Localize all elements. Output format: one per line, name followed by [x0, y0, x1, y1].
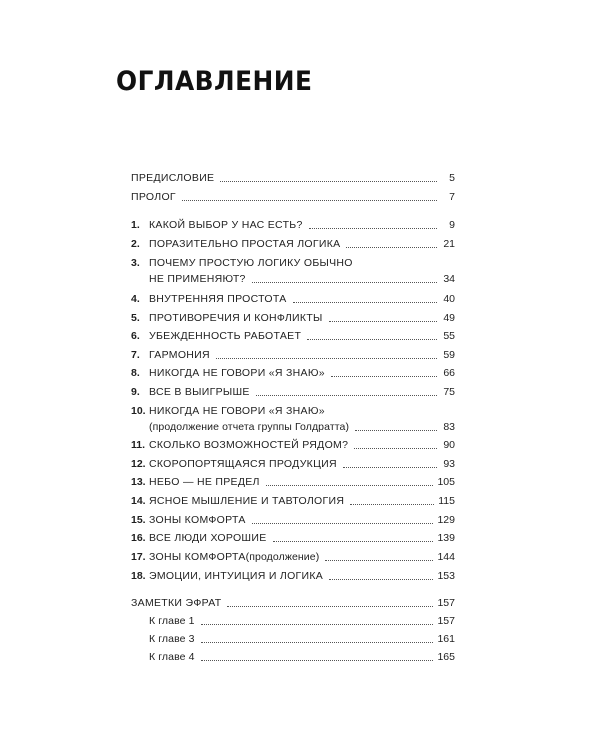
- leader-dots: [266, 485, 434, 486]
- entry-title: СКОЛЬКО ВОЗМОЖНОСТЕЙ РЯДОМ?: [149, 439, 349, 451]
- entry-title: ВНУТРЕННЯЯ ПРОСТОТА: [149, 293, 287, 305]
- leader-dots: [325, 560, 433, 561]
- toc-entry-chapter-10[interactable]: [131, 402, 455, 418]
- toc-entry-chapter-11[interactable]: [131, 436, 455, 452]
- leader-dots: [293, 302, 437, 303]
- leader-dots: [201, 642, 434, 643]
- chapter-number: 5.: [131, 312, 140, 324]
- entry-title: ЭМОЦИИ, ИНТУИЦИЯ И ЛОГИКА: [149, 570, 324, 582]
- toc-entry-chapter-15[interactable]: [131, 511, 455, 527]
- toc-entry-notes-chapter-1[interactable]: [149, 612, 455, 628]
- chapter-number: 14.: [131, 495, 146, 507]
- toc-entry-chapter-18[interactable]: [131, 567, 455, 583]
- leader-dots: [227, 606, 433, 607]
- entry-title: НЕБО — НЕ ПРЕДЕЛ: [149, 476, 260, 488]
- chapter-number: 4.: [131, 293, 140, 305]
- entry-title: ЯСНОЕ МЫШЛЕНИЕ И ТАВТОЛОГИЯ: [149, 495, 345, 507]
- entry-title: К главе 1: [149, 615, 195, 627]
- leader-dots: [252, 282, 437, 283]
- entry-title: ВСЕ ЛЮДИ ХОРОШИЕ: [149, 532, 267, 544]
- leader-dots: [354, 448, 437, 449]
- leader-dots: [307, 339, 437, 340]
- leader-dots: [220, 181, 437, 182]
- entry-title: ЗАМЕТКИ ЭФРАТ: [131, 597, 222, 609]
- toc-entry-chapter-7[interactable]: [131, 346, 455, 362]
- toc-entry-preface[interactable]: [131, 169, 455, 185]
- entry-title: НИКОГДА НЕ ГОВОРИ «Я ЗНАЮ»: [149, 405, 325, 417]
- entry-title-suffix: (продолжение): [245, 551, 320, 563]
- toc-entry-chapter-4[interactable]: [131, 290, 455, 306]
- entry-page: 105: [437, 476, 455, 488]
- toc-entry-chapter-10-continued[interactable]: [149, 418, 455, 434]
- leader-dots: [256, 395, 437, 396]
- entry-page: 115: [438, 495, 455, 507]
- entry-page: 129: [437, 514, 455, 526]
- entry-title: ПРОТИВОРЕЧИЯ И КОНФЛИКТЫ: [149, 312, 323, 324]
- entry-title: К главе 4: [149, 651, 195, 663]
- entry-title: ПОЧЕМУ ПРОСТУЮ ЛОГИКУ ОБЫЧНО: [149, 257, 353, 269]
- chapter-number: 3.: [131, 257, 140, 269]
- leader-dots: [343, 467, 437, 468]
- entry-page: 157: [437, 615, 455, 627]
- toc-entry-chapter-12[interactable]: [131, 455, 455, 471]
- entry-title-continued: (продолжение отчета группы Голдратта): [149, 421, 350, 433]
- leader-dots: [350, 504, 434, 505]
- toc-entry-chapter-6[interactable]: [131, 327, 455, 343]
- entry-title: ГАРМОНИЯ: [149, 349, 210, 361]
- leader-dots: [346, 247, 437, 248]
- leader-dots: [216, 358, 437, 359]
- entry-title: ВСЕ В ВЫИГРЫШЕ: [149, 386, 250, 398]
- entry-title: ПРЕДИСЛОВИЕ: [131, 172, 215, 184]
- chapter-number: 17.: [131, 551, 146, 563]
- toc-entry-chapter-17[interactable]: [131, 548, 455, 564]
- entry-title: ПОРАЗИТЕЛЬНО ПРОСТАЯ ЛОГИКА: [149, 238, 341, 250]
- leader-dots: [329, 579, 433, 580]
- toc-entry-chapter-8[interactable]: [131, 364, 455, 380]
- toc-entry-chapter-2[interactable]: [131, 235, 455, 251]
- chapter-number: 1.: [131, 219, 140, 231]
- entry-page: 59: [443, 349, 455, 361]
- chapter-number: 18.: [131, 570, 146, 582]
- entry-page: 66: [443, 367, 455, 379]
- chapter-number: 12.: [131, 458, 146, 470]
- entry-page: 90: [443, 439, 455, 451]
- entry-title: ПРОЛОГ: [131, 191, 176, 203]
- entry-page: 139: [437, 532, 455, 544]
- toc-entry-prologue[interactable]: [131, 188, 455, 204]
- page-title: ОГЛАВЛЕНИЕ: [116, 66, 313, 97]
- toc-entry-chapter-1[interactable]: [131, 216, 455, 232]
- entry-page: 93: [443, 458, 455, 470]
- entry-title: НИКОГДА НЕ ГОВОРИ «Я ЗНАЮ»: [149, 367, 325, 379]
- entry-page: 40: [443, 293, 455, 305]
- leader-dots: [201, 624, 434, 625]
- entry-title: УБЕЖДЕННОСТЬ РАБОТАЕТ: [149, 330, 302, 342]
- leader-dots: [201, 660, 434, 661]
- toc-entry-notes-chapter-3[interactable]: [149, 630, 455, 646]
- toc-entry-notes[interactable]: [131, 594, 455, 610]
- chapter-number: 11.: [131, 439, 146, 451]
- chapter-number: 13.: [131, 476, 146, 488]
- chapter-number: 7.: [131, 349, 140, 361]
- entry-title-continued: НЕ ПРИМЕНЯЮТ?: [149, 273, 246, 285]
- leader-dots: [355, 430, 437, 431]
- chapter-number: 6.: [131, 330, 140, 342]
- leader-dots: [182, 200, 437, 201]
- toc-entry-chapter-13[interactable]: [131, 473, 455, 489]
- entry-page: 9: [449, 219, 455, 231]
- entry-title: ЗОНЫ КОМФОРТА: [149, 551, 246, 563]
- chapter-number: 8.: [131, 367, 140, 379]
- chapter-number: 2.: [131, 238, 140, 250]
- toc-entry-chapter-3-continued[interactable]: [149, 270, 455, 286]
- chapter-number: 15.: [131, 514, 146, 526]
- entry-page: 161: [437, 633, 455, 645]
- leader-dots: [273, 541, 434, 542]
- entry-page: 49: [443, 312, 455, 324]
- leader-dots: [329, 321, 437, 322]
- toc-entry-notes-chapter-4[interactable]: [149, 648, 455, 664]
- entry-page: 153: [437, 570, 455, 582]
- entry-title: КАКОЙ ВЫБОР У НАС ЕСТЬ?: [149, 219, 303, 231]
- chapter-number: 10.: [131, 405, 146, 417]
- entry-page: 34: [443, 273, 455, 285]
- entry-page: 55: [443, 330, 455, 342]
- leader-dots: [331, 376, 437, 377]
- entry-title: К главе 3: [149, 633, 195, 645]
- leader-dots: [252, 523, 434, 524]
- entry-page: 75: [443, 386, 455, 398]
- entry-page: 21: [443, 238, 455, 250]
- chapter-number: 16.: [131, 532, 146, 544]
- toc-entry-chapter-5[interactable]: [131, 309, 455, 325]
- entry-page: 144: [437, 551, 455, 563]
- entry-page: 165: [437, 651, 455, 663]
- chapter-number: 9.: [131, 386, 140, 398]
- entry-title: ЗОНЫ КОМФОРТА: [149, 514, 246, 526]
- entry-page: 157: [437, 597, 455, 609]
- entry-page: 83: [443, 421, 455, 433]
- leader-dots: [309, 228, 437, 229]
- toc-entry-chapter-9[interactable]: [131, 383, 455, 399]
- toc-entry-chapter-14[interactable]: [131, 492, 455, 508]
- toc-entry-chapter-16[interactable]: [131, 529, 455, 545]
- entry-page: 5: [449, 172, 455, 184]
- entry-page: 7: [449, 191, 455, 203]
- entry-title: СКОРОПОРТЯЩАЯСЯ ПРОДУКЦИЯ: [149, 458, 337, 470]
- toc-entry-chapter-3[interactable]: [131, 254, 455, 270]
